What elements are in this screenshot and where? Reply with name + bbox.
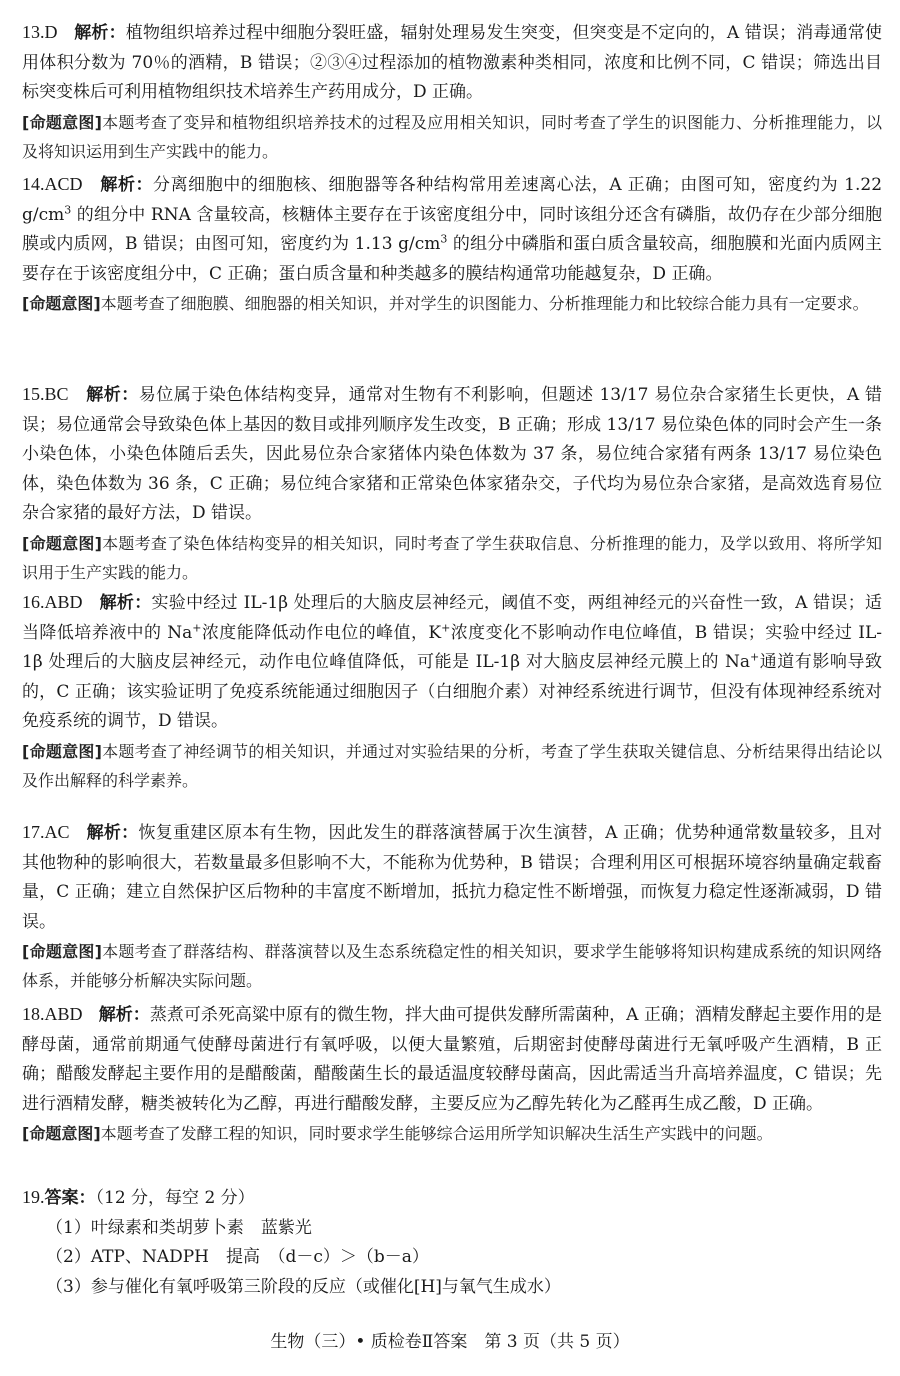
explanation-label: 解析： [86,385,139,405]
page-footer: 生物（三）• 质检卷Ⅱ答案 第 3 页（共 5 页） [270,1332,630,1352]
explanation-label: 解析： [98,1005,150,1025]
superscript: + [192,620,202,634]
superscript: 3 [440,232,448,246]
answer-choice: ABD [44,1004,83,1024]
intent [22,737,882,795]
intent [22,1119,882,1148]
score-note: （12 分，每空 2 分） [95,1188,255,1208]
explanation-text: 分离细胞中的细胞核、细胞器等各种结构常用差速离心法，A 正确；由图可知，密度约为 1.22 g/cm [22,175,883,225]
superscript: 3 [64,202,72,216]
answer-choice: BC [44,384,69,404]
answer-choice: ACD [44,174,83,194]
intent-text: 本题考查了细胞膜、细胞器的相关知识，并对学生的识图能力、分析推理能力和比较综合能力具有一定要求。 [100,294,869,313]
answer-item-19 [22,1183,882,1302]
question-number: 13. [22,22,45,42]
explanation-text: 的组分中 RNA 含量较高，核糖体主要存在于该密度组分中，同时该组分还含有磷脂，故仍存在少部分细胞膜或内质网，B 错误；由图可知，密度约为 1.13 g/cm [22,204,882,254]
question-number: 16. [22,592,45,612]
intent [22,529,882,587]
explanation-label: 解析： [99,593,152,613]
question-number: 15. [22,384,45,404]
explanation-label: 解析： [74,23,126,43]
explanation-text: 植物组织培养过程中细胞分裂旺盛，辐射处理易发生突变，但突变是不定向的，A 错误；消毒通常使用体积分数为 70％的酒精，B 错误；②③④过程添加的植物激素种类相同，浓度和比例不同，C 错误；筛选出目标突变株后可利用植物组织技术培养生产药用成分，D 正确。 [22,23,883,102]
answer-item-15 [22,380,882,587]
explanation-text: 恢复重建区原本有生物，因此发生的群落演替属于次生演替，A 正确；优势种通常数量较多，且对其他物种的影响很大，若数量最多但影响不大，不能称为优势种，B 错误；合理利用区可根据环境容纳量确定载畜量，C 正确；建立自然保护区后物种的丰富度不断增加，抵抗力稳定性不断增强，而恢复力稳定性逐渐减弱，D 错误。 [22,823,882,932]
question-number: 19. [22,1187,45,1207]
intent-text: 本题考查了染色体结构变异的相关知识，同时考查了学生获取信息、分析推理的能力，及学以致用、将所学知识用于生产实践的能力。 [22,533,882,582]
intent-text: 本题考查了发酵工程的知识，同时要求学生能够综合运用所学知识解决生活生产实践中的问题。 [100,1124,773,1143]
explanation [22,18,882,108]
question-number: 14. [22,174,45,194]
explanation-text: 通道有影响导致的，C 正确；该实验证明了免疫系统能通过细胞因子（白细胞介素）对神经系统进行调节，但没有体现神经系统对免疫系统的调节，D 错误。 [22,652,882,731]
superscript: + [441,620,451,634]
explanation-text: 的组分中磷脂和蛋白质含量较高，细胞膜和光面内质网主要存在于该密度组分中，C 正确；蛋白质含量和种类越多的膜结构通常功能越复杂，D 正确。 [22,234,882,284]
intent-label: [命题意图] [22,942,102,961]
explanation-label: 解析： [86,823,139,843]
intent-label: [命题意图] [22,112,102,132]
intent-text: 本题考查了神经调节的相关知识，并通过对实验结果的分析，考查了学生获取关键信息、分析结果得出结论以及作出解释的科学素养。 [22,741,882,790]
answer-heading [22,1183,882,1214]
question-number: 17. [22,822,45,842]
explanation-text: 蒸煮可杀死高粱中原有的微生物，拌大曲可提供发酵所需菌种，A 正确；酒精发酵起主要作用的是酵母菌，通常前期通气使酵母菌进行有氧呼吸，以便大量繁殖，后期密封使酵母菌进行无氧呼吸产生酒精，B 正确；醋酸发酵起主要作用的是醋酸菌，醋酸菌生长的最适温度较酵母菌高，因此需适当升高培养温度，C 错误；先进行酒精发酵，糖类被转化为乙醇，再进行醋酸发酵，主要反应为乙醇先转化为乙醛再生成乙酸，D 正确。 [22,1005,882,1114]
intent [22,108,882,166]
answer-choice: D [44,22,58,42]
answer-line: （1）叶绿素和类胡萝卜素 蓝紫光 [46,1217,312,1238]
intent-label: [命题意图] [22,1124,101,1143]
intent-text: 本题考查了变异和植物组织培养技术的过程及应用相关知识，同时考查了学生的识图能力、分析推理能力，以及将知识运用到生产实践中的能力。 [22,112,882,161]
answer-item-14 [22,170,882,318]
answer-line: （2）ATP、NADPH 提高 （d－c）＞（b－a） [46,1247,429,1267]
superscript: + [749,650,760,664]
intent-label: [命题意图] [22,741,102,761]
answer-item-17 [22,818,882,995]
answer-choice: ABD [44,592,83,612]
explanation [22,1000,882,1119]
intent [22,937,882,995]
answer-choice: AC [44,822,70,842]
answer-item-16 [22,588,882,795]
question-number: 18. [22,1004,45,1024]
intent [22,289,882,318]
intent-label: [命题意图] [22,294,101,313]
answer-item-13 [22,18,882,166]
answer-line: （3）参与催化有氧呼吸第三阶段的反应（或催化[H]与氧气生成水） [46,1276,561,1297]
answer-label: 答案： [44,1188,96,1208]
intent-label: [命题意图] [22,533,102,553]
explanation-text: 易位属于染色体结构变异，通常对生物有不利影响，但题述 13/17 易位杂合家猪生长更快，A 错误；易位通常会导致染色体上基因的数目或排列顺序发生改变，B 正确；形成 13/17 易位染色体的同时会产生一条小染色体，小染色体随后丢失，因此易位杂合家猪体内染色体数为 37 条，易位纯合家猪有两条 13/17 易位染色体，染色体数为 36 条，C 正确；易位纯合家猪和正常染色体家猪杂交，子代均为易位杂合家猪，是高效选育易位杂合家猪的最好方法，D 错误。 [22,385,883,523]
explanation-text: 浓度变化不影响动作电位峰值，B 错误；实验中经过 IL-1β 处理后的大脑皮层神经元，动作电位峰值降低，可能是 IL-1β 对大脑皮层神经元膜上的 Na [22,622,882,672]
explanation-text: 实验中经过 IL-1β 处理后的大脑皮层神经元，阈值不变，两组神经元的兴奋性一致，A 错误；适当降低培养液中的 Na [22,593,882,643]
explanation [22,380,882,529]
intent-text: 本题考查了群落结构、群落演替以及生态系统稳定性的相关知识，要求学生能够将知识构建成系统的知识网络体系，并能够分析解决实际问题。 [22,942,882,990]
explanation [22,588,882,737]
explanation [22,818,882,937]
explanation-text: 浓度能降低动作电位的峰值，K [201,622,442,643]
explanation-label: 解析： [100,175,154,195]
answer-item-18 [22,1000,882,1148]
explanation [22,170,882,289]
